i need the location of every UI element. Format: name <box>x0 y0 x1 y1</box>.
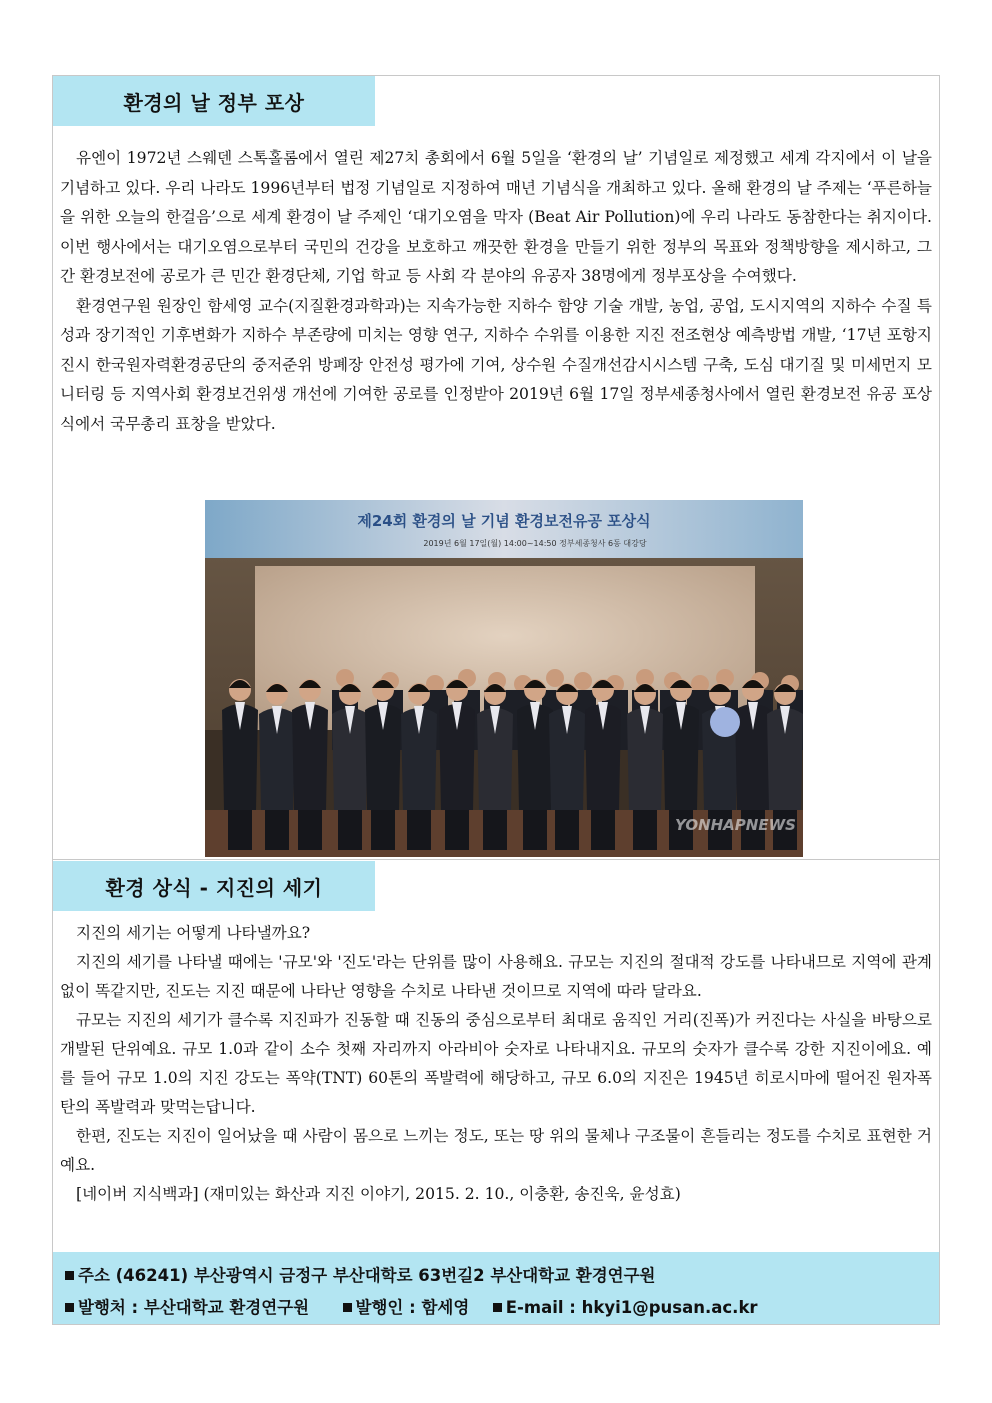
footer-info-line <box>65 1294 758 1318</box>
bullet-square-icon <box>343 1303 352 1312</box>
source-citation: [네이버 지식백과] (재미있는 화산과 지진 이야기, 2015. 2. 10., 이충환, 송진욱, 윤성효) <box>76 1185 681 1203</box>
section1-paragraph: 환경연구원 원장인 함세영 교수(지질환경과학과)는 지속가능한 지하수 함양 기술 개발, 농업, 공업, 도시지역의 지하수 수질 특성과 장기적인 기후변화가 지하수 부존량에 미치는 영향 연구, 지하수 수위를 이용한 지진 전조현상 예측방법 개발, ‘17년 포항지진시 한국원자력환경공단의 중저준위 방폐장 안전성 평가에 기여, 상수원 수질개선감시시스템 구축, 도심 대기질 및 미세먼지 모니터링 등 지역사회 환경보건위생 개선에 기여한 공로를 인정받아 2019년 6월 17일 정부세종청사에서 열린 환경보전 유공 포상식에서 국무총리 표창을 받았다. <box>60 296 932 433</box>
photo-watermark: YONHAPNEWS <box>675 816 796 834</box>
footer-email: E-mail : hkyi1@pusan.ac.kr <box>505 1298 758 1317</box>
section2-paragraph: 지진의 세기는 어떻게 나타낼까요? <box>76 924 311 942</box>
bouquet <box>710 707 740 737</box>
section2-paragraph: 지진의 세기를 나타낼 때에는 '규모'와 '진도'라는 단위를 많이 사용해요. 규모는 지진의 절대적 강도를 나타내므로 지역에 관계없이 똑같지만, 진도는 지진 때문에 나타난 영향을 수치로 나타낸 것이므로 지역에 따라 달라요. <box>60 953 932 1000</box>
person-legs <box>483 810 507 850</box>
person-head <box>574 672 592 690</box>
person-legs <box>407 810 431 850</box>
person-legs <box>633 810 657 850</box>
section2-paragraph: 한편, 진도는 지진이 일어났을 때 사람이 몸으로 느끼는 정도, 또는 땅 위의 물체나 구조물이 흔들리는 정도를 수치로 표현한 거예요. <box>60 1127 932 1174</box>
bullet-square-icon <box>65 1271 74 1280</box>
section1-heading: 환경의 날 정부 포상 <box>53 76 375 126</box>
footer-address-line <box>65 1262 656 1286</box>
person-legs <box>371 810 395 850</box>
banner-subtitle: 2019년 6월 17일(월) 14:00~14:50 정부세종청사 6동 대강당 <box>423 539 647 548</box>
person-legs <box>591 810 615 850</box>
bullet-square-icon <box>493 1303 502 1312</box>
person-legs <box>338 810 362 850</box>
section1-paragraph: 유엔이 1972년 스웨덴 스톡홀롬에서 열린 제27치 총회에서 6월 5일을 ‘환경의 날’ 기념일로 제정했고 세계 각지에서 이 날을 기념하고 있다. 우리 나라도 1996년부터 법정 기념일로 지정하여 매년 기념식을 개최하고 있다. 올해 환경의 날 주제는 ‘푸른하늘을 위한 오늘의 한걸음’으로 세계 환경이 날 주제인 ‘대기오염을 막자 (Beat Air Pollution)에 우리 나라도 동참한다는 취지이다. 이번 행사에서는 대기오염으로부터 국민의 건강을 보호하고 깨끗한 환경을 만들기 위한 정부의 목표와 정책방향을 제시하고, 그간 환경보전에 공로가 큰 민간 환경단체, 기업 학교 등 사회 각 분야의 유공자 38명에게 정부포상을 수여했다. <box>60 149 932 285</box>
footer <box>53 1252 939 1324</box>
person-legs <box>445 810 469 850</box>
section2-paragraph: 규모는 지진의 세기가 클수록 지진파가 진동할 때 진동의 중심으로부터 최대로 움직인 거리(진폭)가 커진다는 사실을 바탕으로 개발된 단위예요. 규모 1.0과 같이 소수 첫째 자리까지 아라비아 숫자로 나타내지요. 규모의 숫자가 클수록 강한 지진이에요. 예를 들어 규모 1.0의 지진 강도는 폭약(TNT) 60톤의 폭발력에 해당하고, 규모 6.0의 지진은 1945년 히로시마에 떨어진 원자폭탄의 폭발력과 맞먹는답니다. <box>60 1011 932 1116</box>
person-legs <box>298 810 322 850</box>
banner-title: 제24회 환경의 날 기념 환경보전유공 포상식 <box>357 512 651 530</box>
footer-address: 주소 (46241) 부산광역시 금정구 부산대학로 63번길2 부산대학교 환경연구원 <box>78 1266 656 1285</box>
bullet-square-icon <box>65 1303 74 1312</box>
person-legs <box>228 810 252 850</box>
person-head <box>546 669 564 687</box>
section2-body <box>60 919 932 1209</box>
award-ceremony-photo <box>205 500 803 857</box>
footer-issuer: 발행인 : 함세영 <box>355 1298 470 1317</box>
person-legs <box>265 810 289 850</box>
person-legs <box>555 810 579 850</box>
person-legs <box>523 810 547 850</box>
section1-body <box>60 144 932 439</box>
footer-publisher: 발행처 : 부산대학교 환경연구원 <box>78 1298 310 1317</box>
section2-heading: 환경 상식 - 지진의 세기 <box>53 861 375 911</box>
section-divider <box>52 859 940 860</box>
